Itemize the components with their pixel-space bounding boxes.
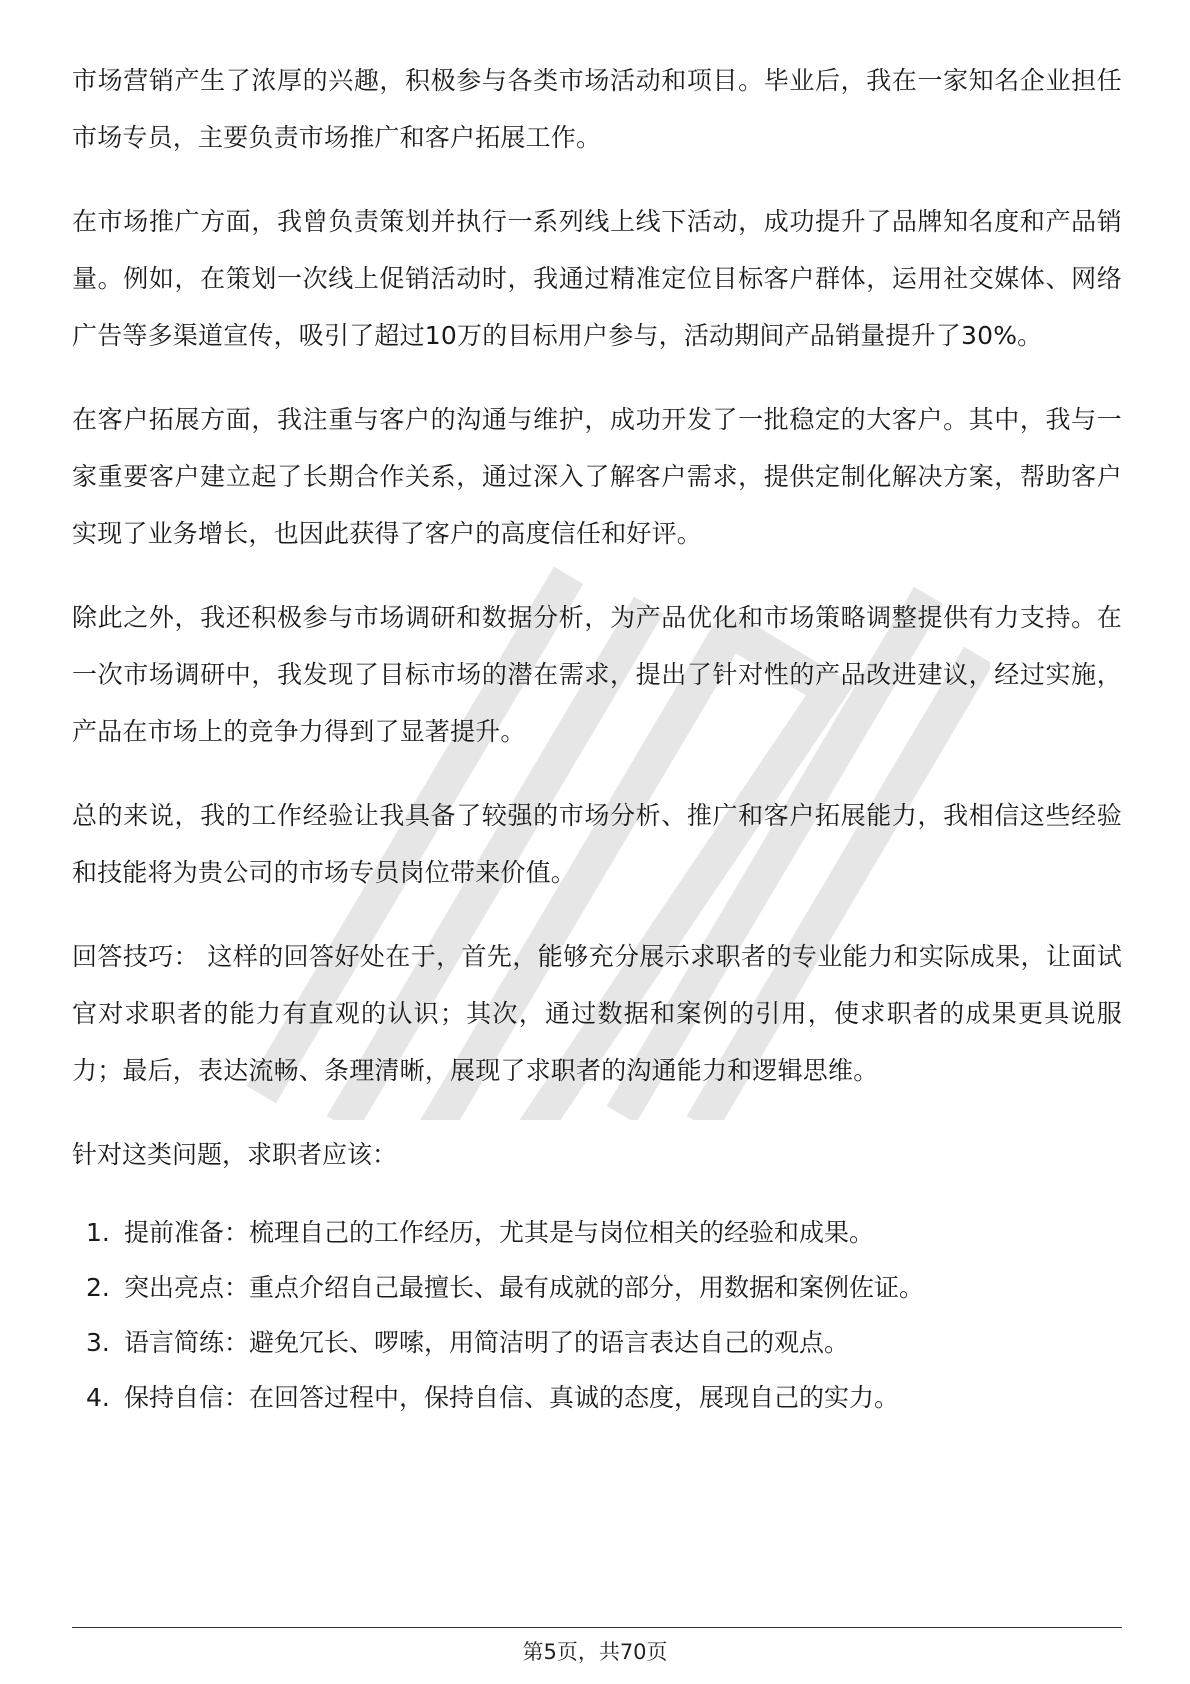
paragraph-2: 在市场推广方面，我曾负责策划并执行一系列线上线下活动，成功提升了品牌知名度和产品销量。例如，在策划一次线上促销活动时，我通过精准定位目标客户群体，运用社交媒体、网络广告等多渠道宣传，吸引了超过10万的目标用户参与，活动期间产品销量提升了30%。 <box>72 207 1122 350</box>
list-item-number: 3. <box>86 1328 110 1357</box>
list-item-number: 1. <box>86 1218 110 1247</box>
paragraph-4: 除此之外，我还积极参与市场调研和数据分析，为产品优化和市场策略调整提供有力支持。在一次市场调研中，我发现了目标市场的潜在需求，提出了针对性的产品改进建议，经过实施，产品在市场上的竞争力得到了显著提升。 <box>72 603 1122 746</box>
list-item-text: 保持自信：在回答过程中，保持自信、真诚的态度，展现自己的实力。 <box>124 1383 900 1412</box>
list-item-number: 4. <box>86 1383 110 1412</box>
list-item <box>86 1315 1122 1370</box>
list-item-number: 2. <box>86 1273 110 1302</box>
page-number: 第5页，共70页 <box>522 1640 668 1664</box>
list-item-text: 语言简练：避免冗长、啰嗦，用简洁明了的语言表达自己的观点。 <box>124 1328 850 1357</box>
answer-tips-paragraph: 回答技巧： 这样的回答好处在于，首先，能够充分展示求职者的专业能力和实际成果，让面试官对求职者的能力有直观的认识；其次，通过数据和案例的引用，使求职者的成果更具说服力；最后，表达流畅、条理清晰，展现了求职者的沟通能力和逻辑思维。 <box>72 942 1122 1085</box>
list-item <box>86 1370 1122 1425</box>
footer-divider <box>72 1627 1122 1628</box>
paragraph-1: 市场营销产生了浓厚的兴趣，积极参与各类市场活动和项目。毕业后，我在一家知名企业担任市场专员，主要负责市场推广和客户拓展工作。 <box>72 66 1122 152</box>
tips-list <box>72 1205 1122 1425</box>
tips-intro: 针对这类问题，求职者应该： <box>72 1140 398 1169</box>
paragraph-5: 总的来说，我的工作经验让我具备了较强的市场分析、推广和客户拓展能力，我相信这些经验和技能将为贵公司的市场专员岗位带来价值。 <box>72 801 1122 887</box>
document-body <box>72 52 1122 1425</box>
list-item-text: 突出亮点：重点介绍自己最擅长、最有成就的部分，用数据和案例佐证。 <box>124 1273 925 1302</box>
list-item-text: 提前准备：梳理自己的工作经历，尤其是与岗位相关的经验和成果。 <box>124 1218 875 1247</box>
list-item <box>86 1260 1122 1315</box>
paragraph-3: 在客户拓展方面，我注重与客户的沟通与维护，成功开发了一批稳定的大客户。其中，我与一家重要客户建立起了长期合作关系，通过深入了解客户需求，提供定制化解决方案，帮助客户实现了业务增长，也因此获得了客户的高度信任和好评。 <box>72 405 1122 548</box>
list-item <box>86 1205 1122 1260</box>
